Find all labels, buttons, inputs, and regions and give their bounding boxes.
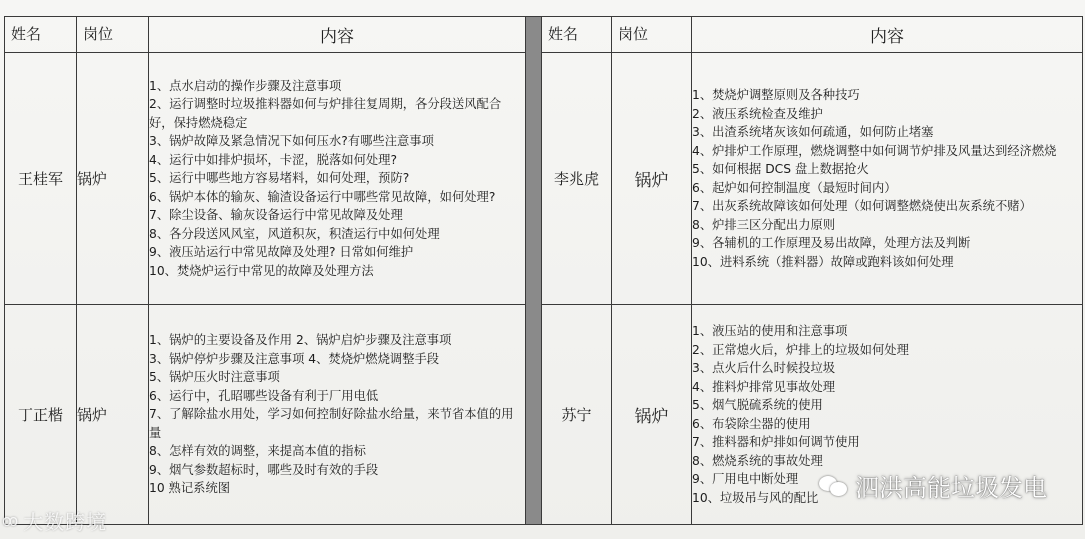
list-item: 6、布袋除尘器的使用 xyxy=(692,416,811,431)
content-list xyxy=(692,53,1083,305)
list-item: 3、出渣系统堵灰该如何疏通，如何防止堵塞 xyxy=(692,125,934,139)
list-item: 9、液压站运行中常见故障及处理? 日常如何维护 xyxy=(149,245,414,260)
wechat-icon xyxy=(819,474,849,498)
list-item: 6、运行中，孔昭哪些设备有利于厂用电低 xyxy=(149,388,379,403)
list-item: 10 熟记系统图 xyxy=(149,481,231,496)
header-content-left: 内容 xyxy=(149,17,526,53)
list-item: 8、燃烧系统的事故处理 xyxy=(692,453,823,468)
person-name: 丁正楷 xyxy=(5,305,77,525)
list-item: 8、炉排三区分配出力原则 xyxy=(692,217,836,232)
header-content-right: 内容 xyxy=(692,17,1083,53)
list-item: 7、了解除盐水用处，学习如何控制好除盐水给量，来节省本值的用量 xyxy=(149,407,514,440)
list-item: 5、如何根据 DCS 盘上数据抢火 xyxy=(692,162,869,176)
person-post: 锅炉 xyxy=(612,53,692,305)
list-item: 2、正常熄火后，炉排上的垃圾如何处理 xyxy=(692,342,909,357)
list-item: 5、锅炉压火时注意事项 xyxy=(149,370,280,385)
list-item: 9、烟气参数超标时，哪些及时有效的手段 xyxy=(149,462,379,477)
person-post: 锅炉 xyxy=(612,305,692,525)
column-separator xyxy=(526,17,542,525)
list-item: 3、点火后什么时候投垃圾 xyxy=(692,361,836,375)
person-name: 李兆虎 xyxy=(542,53,612,305)
content-list xyxy=(149,53,526,305)
list-item: 8、各分段送风风室，风道积灰，积渣运行中如何处理 xyxy=(149,226,440,241)
list-item: 8、怎样有效的调整，来提高本值的指标 xyxy=(149,444,366,459)
table-row xyxy=(5,53,1083,305)
list-item: 7、推料器和炉排如何调节使用 xyxy=(692,435,860,449)
list-item: 4、推料炉排常见事故处理 xyxy=(692,379,836,394)
content-list xyxy=(149,305,526,525)
list-item: 7、出灰系统故障该如何处理（如何调整燃烧使出灰系统不赌） xyxy=(692,199,1032,213)
list-item: 9、各辅机的工作原理及易出故障，处理方法及判断 xyxy=(692,236,971,250)
logo-icon: ꝏ xyxy=(2,511,20,530)
header-post-left: 岗位 xyxy=(77,17,149,53)
list-item: 1、点水启动的操作步骤及注意事项 xyxy=(149,78,342,93)
list-item: 10、焚烧炉运行中常见的故障及处理方法 xyxy=(149,263,374,278)
list-item: 6、起炉如何控制温度（最短时间内） xyxy=(692,180,897,195)
source-watermark xyxy=(2,506,107,535)
person-name: 王桂军 xyxy=(5,53,77,305)
training-table xyxy=(4,16,1083,525)
wechat-watermark xyxy=(819,468,1047,503)
list-item: 9、厂用电中断处理 xyxy=(692,472,799,486)
watermark-text: 大数跨境 xyxy=(23,510,108,534)
list-item: 2、液压系统检查及维护 xyxy=(692,106,823,121)
header-name-right: 姓名 xyxy=(542,17,612,53)
list-item: 2、运行调整时垃圾推料器如何与炉排往复周期，各分段送风配合好，保持燃烧稳定 xyxy=(149,97,502,130)
list-item: 3、锅炉故障及紧急情况下如何压水?有哪些注意事项 xyxy=(149,134,434,149)
list-item: 5、烟气脱硫系统的使用 xyxy=(692,398,823,412)
person-name: 苏宁 xyxy=(542,305,612,525)
list-item: 1、锅炉的主要设备及作用 2、锅炉启炉步骤及注意事项 xyxy=(149,333,452,348)
list-item: 4、运行中如排炉损坏，卡涩，脱落如何处理? xyxy=(149,152,397,167)
list-item: 10、垃圾吊与风的配比 xyxy=(692,490,819,505)
person-post: 锅炉 xyxy=(77,305,149,525)
list-item: 4、炉排炉工作原理，燃烧调整中如何调节炉排及风量达到经济燃烧 xyxy=(692,143,1057,158)
list-item: 7、除尘设备、输灰设备运行中常见故障及处理 xyxy=(149,208,403,223)
header-name-left: 姓名 xyxy=(5,17,77,53)
list-item: 1、焚烧炉调整原则及各种技巧 xyxy=(692,88,860,102)
watermark-text: 泗洪高能垃圾发电 xyxy=(855,474,1047,502)
list-item: 1、液压站的使用和注意事项 xyxy=(692,324,848,338)
list-item: 5、运行中哪些地方容易堵料，如何处理，预防? xyxy=(149,171,410,186)
list-item: 6、锅炉本体的输灰、输渣设备运行中哪些常见故障，如何处理? xyxy=(149,189,496,204)
person-post: 锅炉 xyxy=(77,53,149,305)
list-item: 10、进料系统（推料器）故障或跑料该如何处理 xyxy=(692,254,954,269)
header-post-right: 岗位 xyxy=(612,17,692,53)
header-row xyxy=(5,17,1083,53)
list-item: 3、锅炉停炉步骤及注意事项 4、焚烧炉燃烧调整手段 xyxy=(149,351,440,366)
